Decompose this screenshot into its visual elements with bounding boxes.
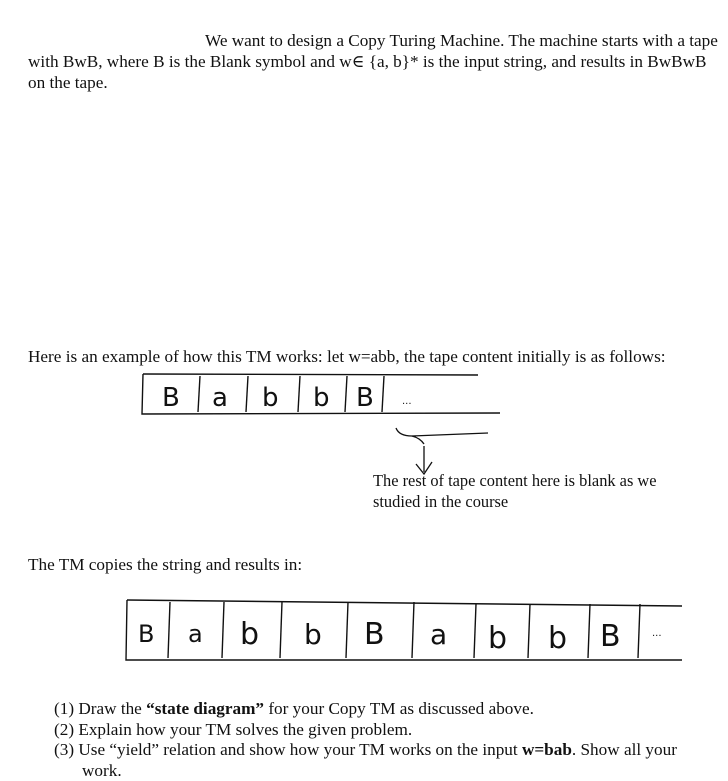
initial-tape-cell: B bbox=[162, 383, 180, 413]
question-item bbox=[54, 699, 714, 720]
final-tape-cell: b bbox=[488, 621, 508, 656]
question-list bbox=[54, 699, 714, 781]
question-number: (1) bbox=[54, 699, 75, 718]
question-text: for your Copy TM as discussed above. bbox=[264, 699, 534, 718]
final-tape-cell: B bbox=[138, 620, 155, 648]
blank-tape-note: The rest of tape content here is blank as we studied in the course bbox=[373, 471, 657, 511]
question-text: Use “yield” relation and show how your TM works on the input bbox=[78, 740, 522, 759]
final-tape-cell: a bbox=[430, 618, 448, 651]
final-tape-cell: B bbox=[364, 617, 385, 652]
result-paragraph: The TM copies the string and results in: bbox=[28, 555, 303, 574]
initial-tape-cell: b bbox=[313, 383, 330, 413]
question-number: (3) bbox=[54, 740, 75, 759]
final-tape-cell: a bbox=[188, 620, 203, 648]
question-text: Explain how your TM solves the given problem. bbox=[78, 719, 413, 739]
question-text: Draw the bbox=[78, 699, 147, 718]
question-item bbox=[54, 740, 714, 781]
initial-tape-cell: B bbox=[356, 383, 374, 413]
final-tape-ellipsis: ... bbox=[652, 628, 662, 639]
question-emphasis: w=bab bbox=[521, 740, 572, 759]
question-item bbox=[54, 720, 714, 741]
question-emphasis: “state diagram” bbox=[146, 699, 265, 718]
initial-tape-cell: b bbox=[262, 383, 279, 413]
final-tape bbox=[126, 600, 682, 660]
example-paragraph: Here is an example of how this TM works: let w=abb, the tape content initially is as follows: bbox=[28, 347, 666, 366]
question-text: . Show all your work. bbox=[82, 740, 677, 780]
intro-paragraph: We want to design a Copy Turing Machine. The machine starts with a tape with BwB, where B is the Blank symbol and w∈ {a, b}* is the input string, and results in BwBwB on the tape. bbox=[28, 31, 718, 92]
final-tape-cell: B bbox=[600, 619, 621, 654]
initial-tape bbox=[142, 374, 500, 414]
final-tape-cell: b bbox=[548, 621, 568, 656]
question-number: (2) bbox=[54, 719, 75, 739]
final-tape-cell: b bbox=[240, 617, 260, 652]
final-tape-cell: b bbox=[304, 618, 322, 651]
initial-tape-ellipsis: ... bbox=[402, 396, 412, 407]
initial-tape-cell: a bbox=[212, 383, 228, 413]
brace-annotation bbox=[396, 428, 488, 474]
